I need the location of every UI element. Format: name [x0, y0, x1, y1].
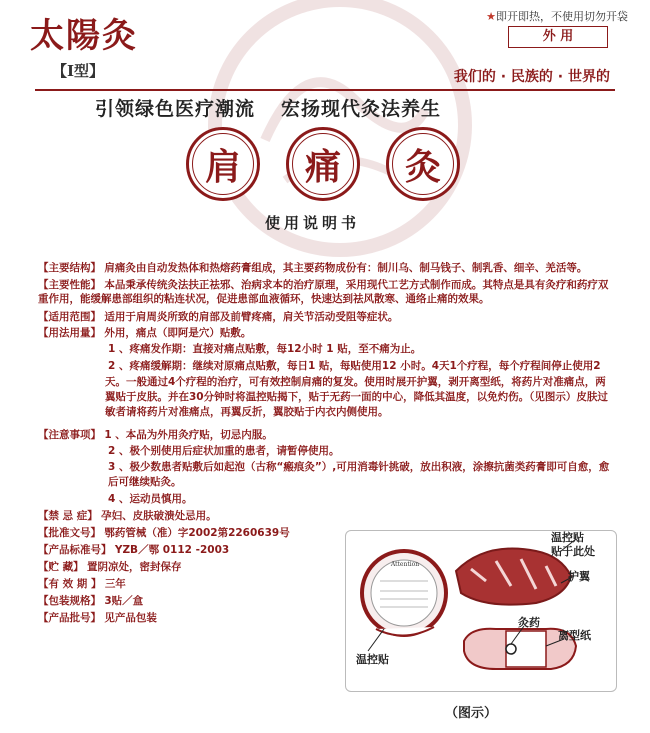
- tagline: 我们的 · 民族的 · 世界的: [453, 69, 610, 85]
- label-release-paper: 离型纸: [558, 629, 591, 642]
- title-circle-1: [186, 127, 260, 201]
- warning-text: 即开即热，不使用切勿开袋: [496, 10, 628, 23]
- storage-label: 【贮 藏】: [38, 561, 84, 573]
- notes-item-1: 1 、本品为外用灸疗贴，切忌内服。: [104, 429, 273, 441]
- usage-text: 外用，痛点（即阿是穴）贴敷。: [104, 327, 252, 339]
- slogan: [95, 94, 441, 121]
- section-package: [38, 594, 143, 608]
- slogan-right: 宏扬现代灸法养生: [281, 98, 442, 120]
- section-contraindication: [38, 509, 217, 523]
- title-char-3: 灸: [404, 145, 441, 188]
- scope-label: 【适用范围】: [38, 311, 101, 323]
- model-type: 【Ⅰ型】: [52, 62, 105, 80]
- approval-text: 鄂药管械（准）字2002第2260639号: [104, 527, 290, 539]
- usage-label: 【用法用量】: [38, 327, 101, 339]
- label-temp-patch-bottom: 温控贴: [356, 653, 389, 666]
- composition-label: 【主要结构】: [38, 262, 101, 274]
- section-storage: [38, 560, 182, 574]
- contraindication-text: 孕妇、皮肤破溃处忌用。: [101, 510, 217, 522]
- brand-logo-text: 太陽灸: [30, 16, 138, 56]
- label-temp-patch-here: 贴于此处: [551, 545, 595, 558]
- patch-title: Attention: [390, 561, 420, 568]
- batch-text: 见产品包装: [104, 612, 157, 624]
- notes-item-3: 3 、极少数患者贴敷后如起泡（古称“瘢痕灸”）,可用消毒针挑破，放出积液，涂擦抗菌类药膏即可自愈，愈后可继续贴灸。: [108, 461, 610, 488]
- notes-label: 【注意事项】: [38, 429, 101, 441]
- section-batch: [38, 611, 157, 625]
- usage-item-2-line1: 2 、疼痛缓解期：继续对原痛点贴敷，每日1 贴，每贴使用12 小时。4天1个疗程，每个疗程间停止使用2: [108, 360, 601, 372]
- usage-item-1: 1 、疼痛发作期：直接对痛点贴敷，每12小时 1 贴，至不痛为止。: [108, 343, 422, 355]
- label-moxa: 灸药: [518, 616, 540, 629]
- moxa-spot: [506, 644, 516, 654]
- figure-caption: （图示）: [445, 706, 498, 721]
- slogan-left: 引领绿色医疗潮流: [95, 98, 256, 120]
- section-usage: [38, 326, 613, 340]
- storage-text: 置阴凉处，密封保存: [87, 561, 182, 573]
- title-char-1: 肩: [204, 145, 241, 188]
- external-use-badge: 外 用: [508, 26, 608, 48]
- title-circle-2: [286, 127, 360, 201]
- notes-item-4: 4 、运动员慎用。: [108, 493, 193, 505]
- brand-logo: [30, 8, 138, 57]
- section-composition: [38, 261, 613, 275]
- temp-patch-inner: [371, 560, 437, 626]
- section-scope: [38, 310, 613, 324]
- scope-text: 适用于肩周炎所致的肩部及前臂疼痛，肩关节活动受阻等症状。: [104, 311, 399, 323]
- validity-text: 三年: [104, 578, 126, 590]
- standard-text: YZB／鄂 0112 -2003: [114, 544, 230, 556]
- approval-label: 【批准文号】: [38, 527, 101, 539]
- section-validity: [38, 577, 126, 591]
- label-temp-patch-top: 温控贴: [551, 531, 584, 544]
- label-wing: 护翼: [568, 570, 590, 583]
- section-standard: [38, 543, 229, 557]
- contraindication-label: 【禁 忌 症】: [38, 510, 98, 522]
- package-label: 【包装规格】: [38, 595, 101, 607]
- batch-label: 【产品批号】: [38, 612, 101, 624]
- star-icon: ★: [486, 10, 496, 23]
- validity-label: 【有 效 期 】: [38, 578, 102, 590]
- performance-text: 本品秉承传统灸法扶正祛邪、治病求本的治疗原理，采用现代工艺方式制作而成。其特点是具有灸疗和药疗双重作用，能缓解患部组织的粘连状况，促进患部血液循环，快速达到祛风散寒、通络止痛的效果。: [38, 279, 609, 305]
- section-performance: [38, 278, 613, 306]
- opening-warning: [486, 8, 628, 24]
- performance-label: 【主要性能】: [38, 279, 101, 291]
- section-notes: [38, 428, 613, 442]
- notes-item-2: 2 、极个别使用后症状加重的患者，请暂停使用。: [108, 445, 340, 457]
- usage-diagram: [345, 530, 617, 692]
- title-char-2: 痛: [304, 145, 341, 188]
- package-text: 3贴／盒: [104, 595, 144, 607]
- header-divider: [35, 89, 615, 91]
- composition-text: 肩痛灸由自动发热体和热熔药膏组成，其主要药物成份有：制川乌、制马钱子、制乳香、细辛、羌活等。: [104, 262, 588, 274]
- manual-title: 使用说明书: [265, 214, 361, 232]
- title-circle-3: [386, 127, 460, 201]
- section-approval: [38, 526, 290, 540]
- usage-item-2-rest: 天。一般通过4个疗程的治疗，可有效控制肩痛的复发。使用时展开护翼，剥开离型纸，将药片对准痛点，两翼贴于皮肤。并在30分钟时将温控贴揭下，贴于无药一面的中心，降低其温度，以免灼伤。（见图示）皮肤过敏者请将药片对准痛点，再翼反折，翼胶贴于内衣内侧使用。: [105, 376, 608, 418]
- standard-label: 【产品标准号】: [38, 544, 112, 556]
